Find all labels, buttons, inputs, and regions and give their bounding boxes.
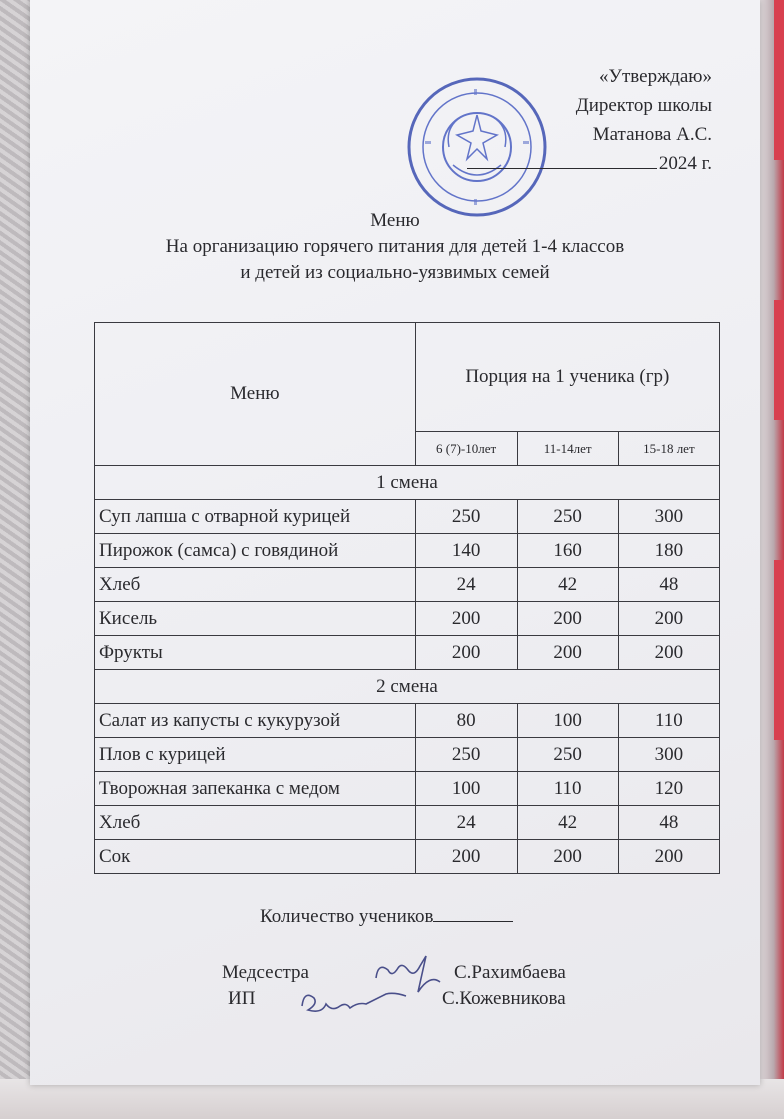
approval-position: Директор школы xyxy=(575,95,712,116)
portion-value: 250 xyxy=(517,500,618,534)
portion-value: 120 xyxy=(618,772,719,806)
shift-row xyxy=(95,466,720,500)
dish-name: Кисель xyxy=(95,602,416,636)
portion-value: 200 xyxy=(415,840,517,874)
portion-value: 24 xyxy=(415,806,517,840)
portion-value: 200 xyxy=(618,636,719,670)
dish-name: Салат из капусты с кукурузой xyxy=(95,704,416,738)
table-row xyxy=(95,738,720,772)
dish-name: Пирожок (самса) с говядиной xyxy=(95,534,416,568)
portion-value: 110 xyxy=(517,772,618,806)
shift-label: 1 смена xyxy=(95,466,720,500)
portion-value: 200 xyxy=(415,602,517,636)
portion-value: 250 xyxy=(415,500,517,534)
header-menu: Меню xyxy=(95,323,416,466)
table-row xyxy=(95,772,720,806)
dish-name: Хлеб xyxy=(95,806,416,840)
menu-table xyxy=(94,322,720,874)
portion-value: 160 xyxy=(517,534,618,568)
shift-row xyxy=(95,670,720,704)
portion-value: 48 xyxy=(618,806,719,840)
table-row xyxy=(95,500,720,534)
document-heading xyxy=(30,208,760,286)
portion-value: 200 xyxy=(517,840,618,874)
dish-name: Хлеб xyxy=(95,568,416,602)
header-age-group: 11-14лет xyxy=(517,432,618,466)
dish-name: Творожная запеканка с медом xyxy=(95,772,416,806)
page-subtitle-line1: На организацию горячего питания для детей 1-4 классов xyxy=(165,236,625,257)
nurse-name: С.Рахимбаева xyxy=(454,962,566,983)
dish-name: Плов с курицей xyxy=(95,738,416,772)
portion-value: 250 xyxy=(415,738,517,772)
approval-title: «Утверждаю» xyxy=(599,66,712,87)
table-row xyxy=(95,568,720,602)
table-row xyxy=(95,840,720,874)
table-row xyxy=(95,602,720,636)
header-age-group: 6 (7)-10лет xyxy=(415,432,517,466)
portion-value: 42 xyxy=(517,806,618,840)
portion-value: 42 xyxy=(517,568,618,602)
table-row xyxy=(95,806,720,840)
ip-signature xyxy=(296,984,416,1024)
dish-name: Сок xyxy=(95,840,416,874)
portion-value: 80 xyxy=(415,704,517,738)
portion-value: 200 xyxy=(517,602,618,636)
approval-date: 2024 г. xyxy=(467,149,712,178)
header-portion: Порция на 1 ученика (гр) xyxy=(415,323,719,432)
table-row xyxy=(95,636,720,670)
shift-label: 2 смена xyxy=(95,670,720,704)
page-title: Меню xyxy=(370,210,420,231)
students-count-label: Количество учеников xyxy=(260,906,434,927)
background-bottom-edge xyxy=(0,1079,784,1119)
portion-value: 200 xyxy=(618,840,719,874)
portion-value: 100 xyxy=(415,772,517,806)
dish-name: Суп лапша с отварной курицей xyxy=(95,500,416,534)
portion-value: 180 xyxy=(618,534,719,568)
portion-value: 200 xyxy=(517,636,618,670)
portion-value: 300 xyxy=(618,500,719,534)
dish-name: Фрукты xyxy=(95,636,416,670)
ip-name: С.Кожевникова xyxy=(442,988,566,1009)
portion-value: 48 xyxy=(618,568,719,602)
table-row xyxy=(95,534,720,568)
portion-value: 200 xyxy=(415,636,517,670)
portion-value: 200 xyxy=(618,602,719,636)
ip-label: ИП xyxy=(228,988,256,1009)
portion-value: 300 xyxy=(618,738,719,772)
portion-value: 110 xyxy=(618,704,719,738)
approval-director-name: Матанова А.С. xyxy=(592,124,712,145)
portion-value: 140 xyxy=(415,534,517,568)
portion-value: 24 xyxy=(415,568,517,602)
portion-value: 250 xyxy=(517,738,618,772)
table-row xyxy=(95,704,720,738)
students-count-line xyxy=(260,906,513,928)
portion-value: 100 xyxy=(517,704,618,738)
page-subtitle-line2: и детей из социально-уязвимых семей xyxy=(240,262,550,283)
header-age-group: 15-18 лет xyxy=(618,432,719,466)
background-right-edge xyxy=(758,0,784,1119)
nurse-label: Медсестра xyxy=(222,962,309,983)
approval-block xyxy=(467,62,712,178)
